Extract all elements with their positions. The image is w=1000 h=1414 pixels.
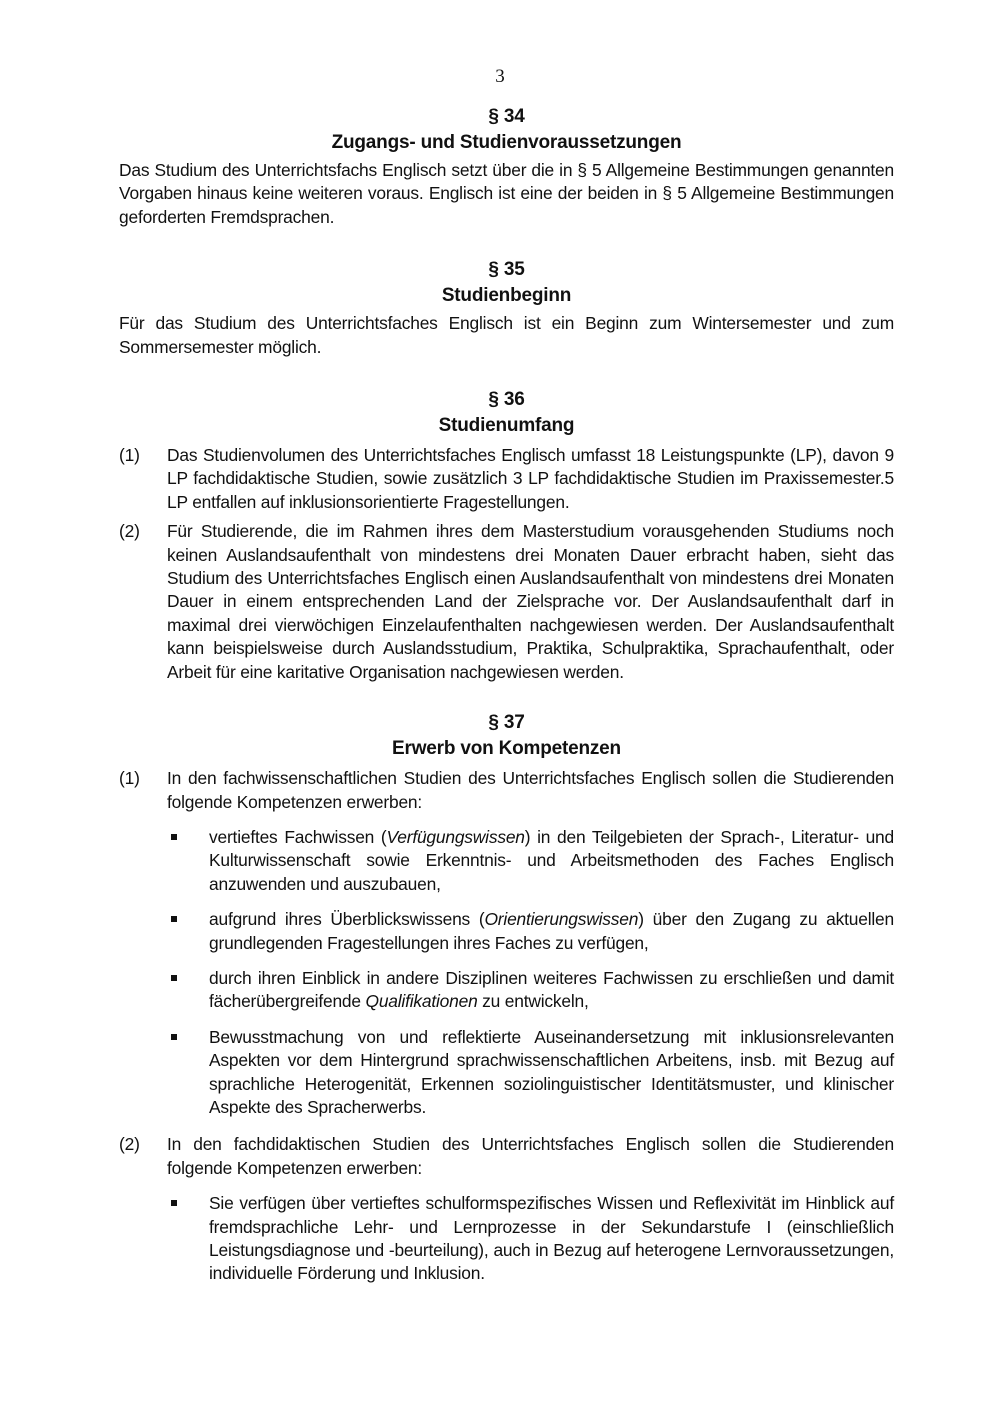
section-37-number: § 37 (488, 712, 525, 734)
section-37 (119, 710, 894, 1298)
bullet-text: Bewusstmachung von und reflektierte Auseinandersetzung mit inklusionsrelevanten Aspekten vor dem Hintergrund sprachwissenschaftlichen Arbeitens, insb. mit Bezug auf sprachliche Heterogenität, Erkennen soziolinguistischer Identitätsmuster, und klinischer Aspekte des Spracherwerbs. (209, 1026, 894, 1117)
bullet-list (167, 1192, 894, 1286)
square-bullet-icon (167, 908, 209, 955)
bullet-item (167, 826, 894, 896)
bullet-text: ) in den Teilgebieten der Sprach-, Literatur- und Kulturwissenschaft sowie Erkenntnis- und Arbeitsmethoden des Faches Englisch anzuwenden und auszubauen, (209, 826, 894, 894)
bullet-emphasis: Verfügungswissen (386, 826, 525, 847)
square-bullet-icon (167, 826, 209, 896)
section-36-title: Studienumfang (438, 414, 575, 436)
section-36-item-2 (119, 520, 894, 684)
section-34-number: § 34 (488, 106, 525, 127)
section-35-number: § 35 (488, 259, 525, 281)
section-36 (119, 387, 894, 684)
item-text: Das Studienvolumen des Unterrichtsfaches Englisch umfasst 18 Leistungspunkte (LP), davon 9 LP fachdidaktische Studien, sowie zusätzlich 3 LP fachdidaktische Studien im Praxissemester.5 LP entfallen auf inklusionsorientierte Fragestellungen. (167, 445, 894, 512)
section-36-item-1 (119, 444, 894, 514)
item-text: In den fachwissenschaftlichen Studien des Unterrichtsfaches Englisch sollen die Studierenden folgende Kompetenzen erwerben: (167, 768, 894, 812)
square-bullet-icon (167, 1192, 209, 1286)
section-35-title: Studienbeginn (441, 284, 572, 306)
section-37-title: Erwerb von Kompetenzen (392, 737, 621, 759)
section-35-text: Für das Studium des Unterrichtsfaches Englisch ist ein Beginn zum Wintersemester und zum Sommersemester möglich. (119, 313, 894, 357)
bullet-item (167, 908, 894, 955)
item-text: Für Studierende, die im Rahmen ihres dem Masterstudium vorausgehenden Studiums noch keinen Auslandsaufenthalt von mindestens drei Monaten Dauer erbracht haben, sieht das Studium des Unterrichtsfaches Englisch einen Auslandsaufenthalt von mindestens drei Monaten Dauer in einem entsprechenden Land der Zielsprache vor. Der Auslandsaufenthalt darf in maximal drei vierwöchigen Einzelaufenthalten nachgewiesen werden. Der Auslandsaufenthalt kann beispielsweise durch Auslandsstudium, Praktika, Schulpraktika, Sprachaufenthalt, oder Arbeit für eine karitative Organisation nachgewiesen werden. (167, 521, 894, 682)
section-34-title: Zugangs- und Studienvoraussetzungen (331, 131, 682, 153)
section-35 (119, 257, 894, 359)
bullet-item (167, 1026, 894, 1120)
square-bullet-icon (167, 967, 209, 1014)
bullet-text: ) über den Zugang zu aktuellen grundlegenden Fragestellungen ihres Faches zu verfügen, (209, 909, 894, 953)
section-37-item-2 (119, 1133, 894, 1297)
section-37-item-1 (119, 767, 894, 1131)
section-36-number: § 36 (488, 389, 525, 411)
bullet-item (167, 1192, 894, 1286)
square-bullet-icon (167, 1026, 209, 1120)
bullet-text: aufgrund ihres Überblickswissens ( (209, 909, 485, 930)
page-number: 3 (495, 66, 505, 87)
bullet-text: Sie verfügen über vertieftes schulformspezifisches Wissen und Reflexivität im Hinblick auf fremdsprachliche Lehr- und Lernprozesse in der Sekundarstufe I (einschließlich Leistungsdiagnose und -beurteilung), auch in Bezug auf heterogene Lernvoraussetzungen, individuelle Förderung und Inklusion. (209, 1193, 894, 1284)
item-text: In den fachdidaktischen Studien des Unterrichtsfaches Englisch sollen die Studierenden folgende Kompetenzen erwerben: (167, 1134, 894, 1178)
section-34 (119, 104, 894, 229)
bullet-text: durch ihren Einblick in andere Disziplinen weiteres Fachwissen zu erschließen und damit fächerübergreifende (209, 967, 894, 1012)
bullet-list (167, 826, 894, 1119)
section-34-text: Das Studium des Unterrichtsfachs Englisch setzt über die in § 5 Allgemeine Bestimmungen genannten Vorgaben hinaus keine weiteren voraus. Englisch ist eine der beiden in § 5 Allgemeine Bestimmungen geforderten Fremdsprachen. (119, 160, 894, 227)
bullet-emphasis: Qualifikationen (365, 991, 478, 1012)
item-number: (2) (119, 521, 140, 542)
item-number: (1) (119, 445, 140, 466)
bullet-text: zu entwickeln, (477, 991, 589, 1012)
bullet-text: vertieftes Fachwissen ( (209, 826, 387, 847)
item-number: (1) (119, 768, 140, 789)
document-content (119, 104, 894, 1298)
bullet-item (167, 967, 894, 1014)
item-number: (2) (119, 1134, 140, 1155)
bullet-emphasis: Orientierungswissen (484, 909, 639, 930)
